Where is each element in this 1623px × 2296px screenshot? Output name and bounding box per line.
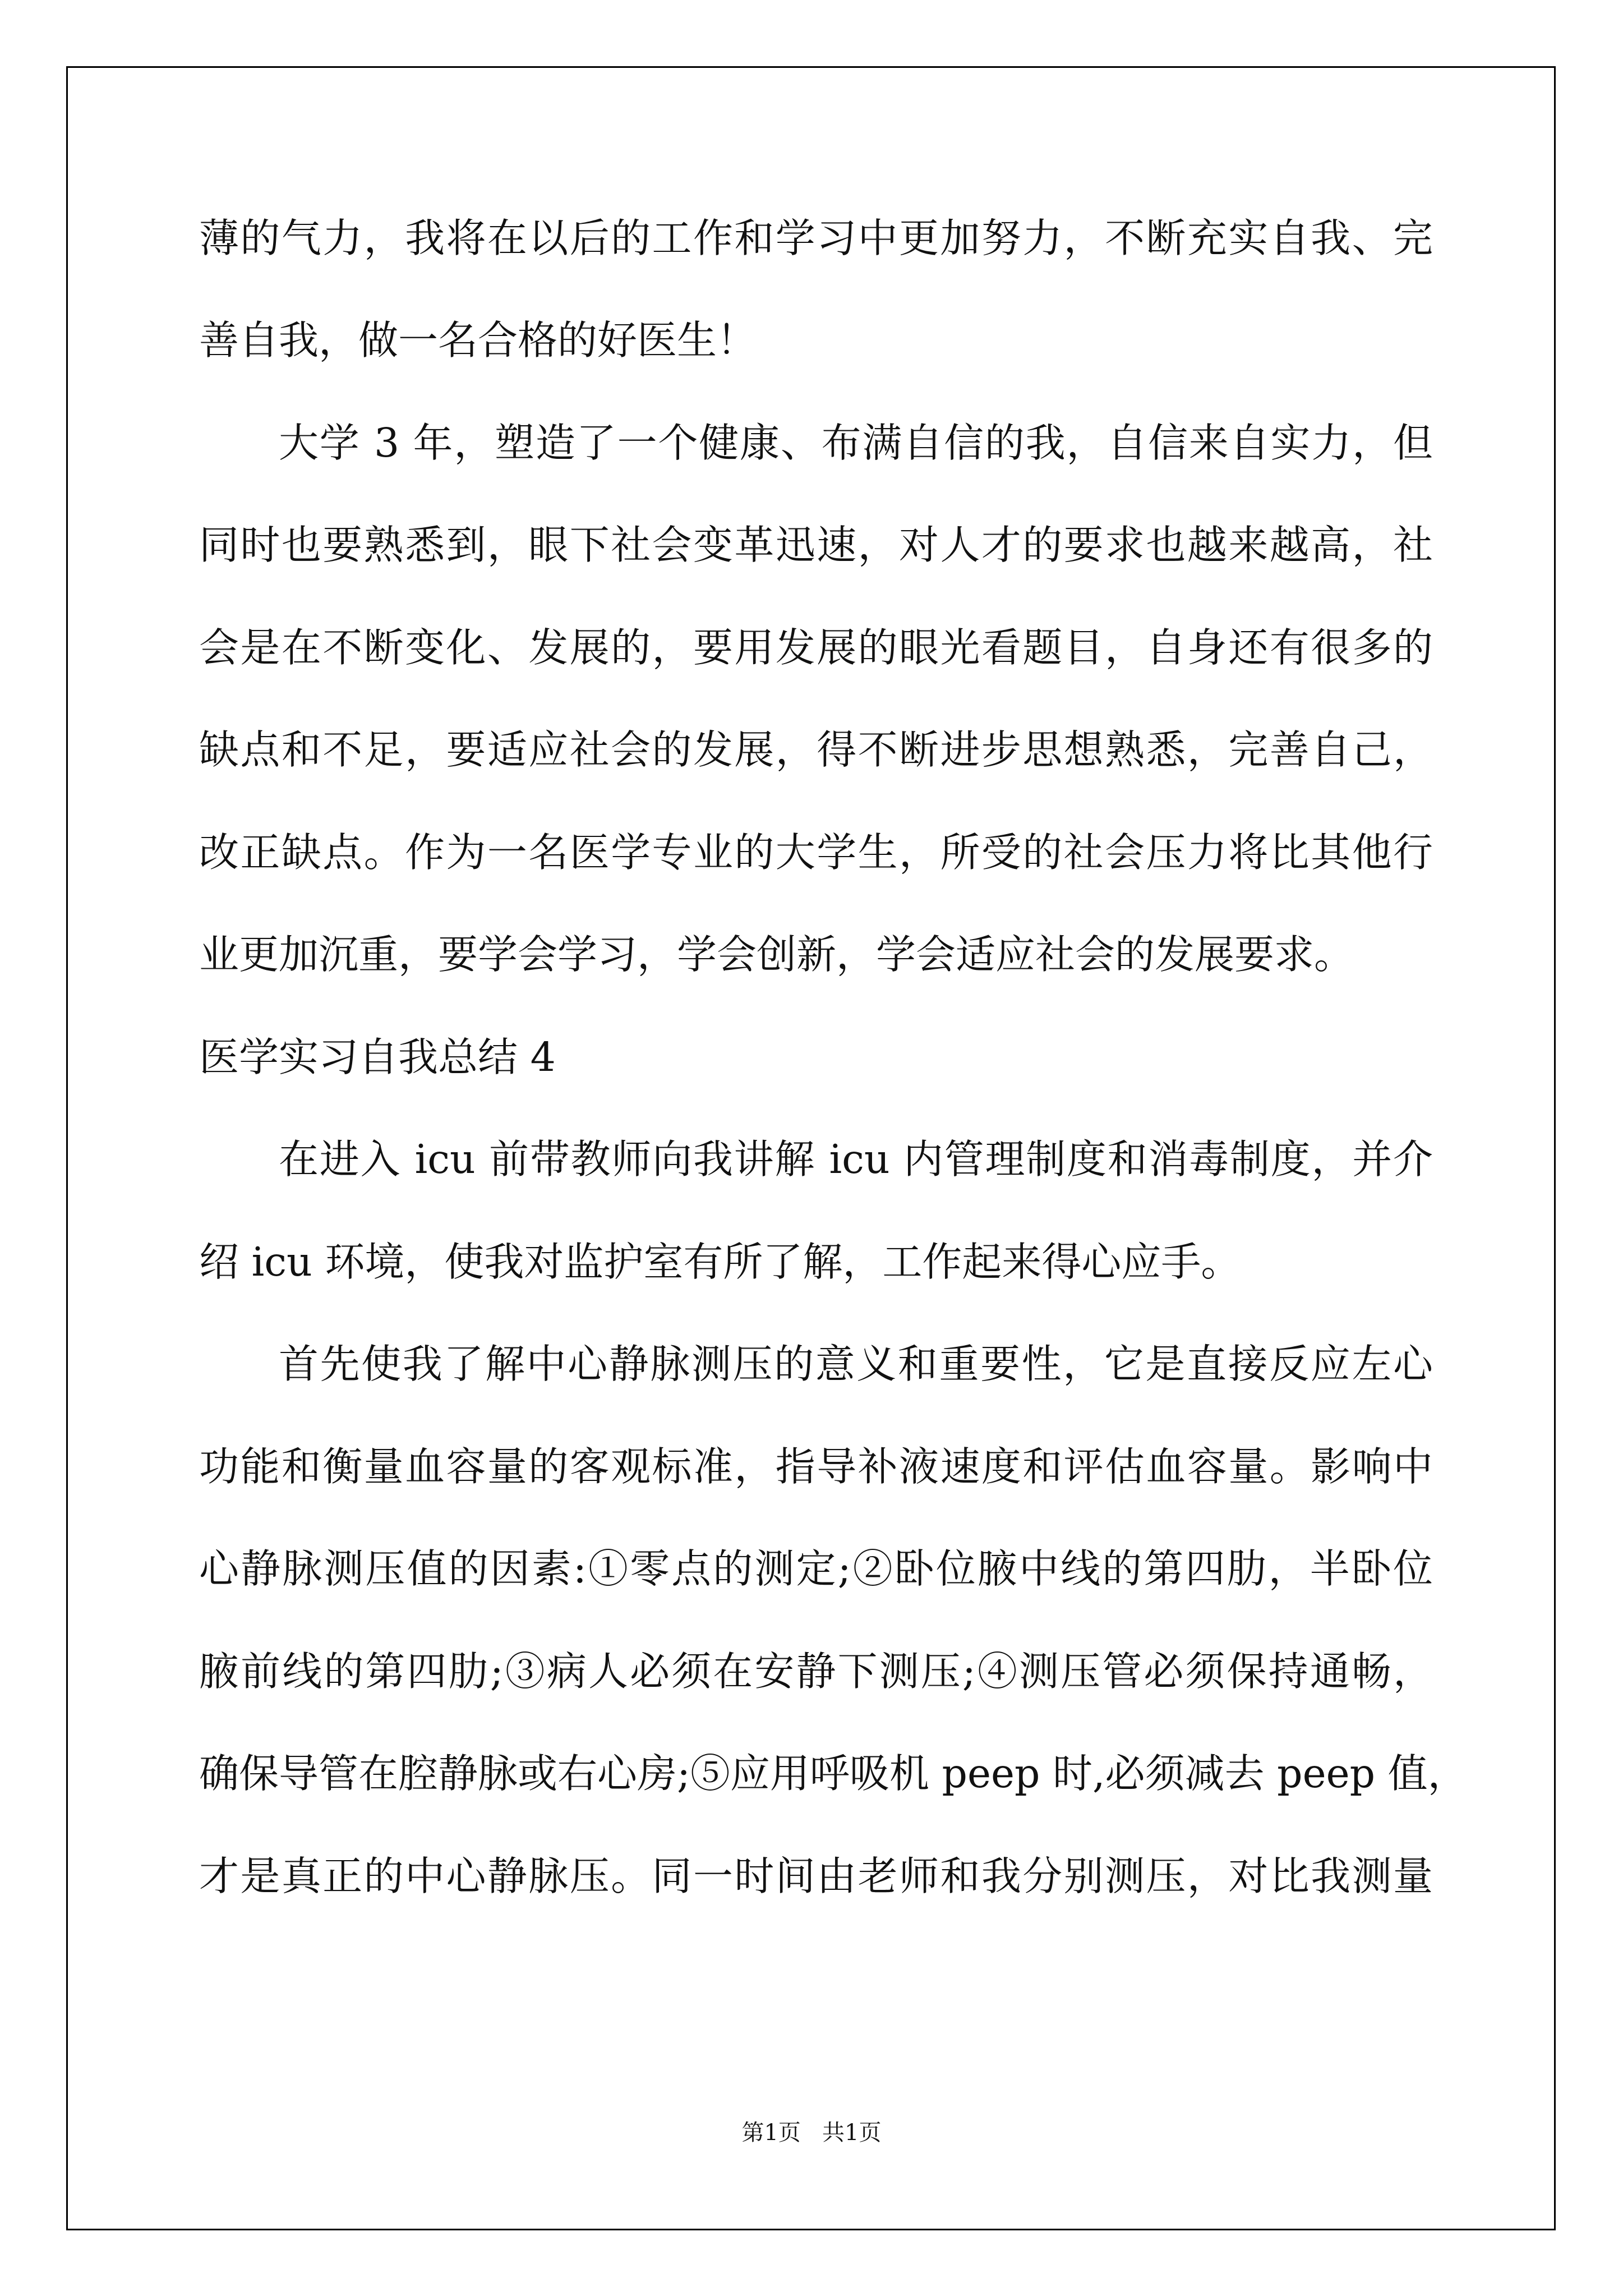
text-line: 首先使我了解中心静脉测压的意义和重要性，它是直接反应左心 — [279, 1341, 1433, 1387]
text-line: 确保导管在腔静脉或右心房;⑤应用呼吸机 peep 时,必须减去 peep 值， — [199, 1750, 1468, 1797]
text-line: 同时也要熟悉到，眼下社会变革迅速，对人才的要求也越来越高，社 — [199, 522, 1433, 568]
text-line: 功能和衡量血容量的客观标准，指导补液速度和评估血容量。影响中 — [199, 1443, 1433, 1490]
page-number: 第1页 共1页 — [741, 2120, 882, 2146]
text-line: 会是在不断变化、发展的，要用发展的眼光看题目，自身还有很多的 — [199, 624, 1433, 671]
text-line: 绍 icu 环境，使我对监护室有所了解，工作起来得心应手。 — [199, 1239, 1241, 1285]
text-line: 业更加沉重，要学会学习，学会创新，学会适应社会的发展要求。 — [199, 931, 1354, 978]
text-line: 在进入 icu 前带教师向我讲解 icu 内管理制度和消毒制度，并介 — [279, 1136, 1433, 1182]
text-line: 善自我，做一名合格的好医生！ — [199, 317, 757, 364]
text-line: 改正缺点。作为一名医学专业的大学生，所受的社会压力将比其他行 — [199, 829, 1433, 876]
text-line: 大学 3 年，塑造了一个健康、布满自信的我，自信来自实力，但 — [279, 420, 1433, 466]
text-line: 腋前线的第四肋;③病人必须在安静下测压;④测压管必须保持通畅， — [199, 1648, 1433, 1695]
text-line: 才是真正的中心静脉压。同一时间由老师和我分别测压，对比我测量 — [199, 1853, 1433, 1899]
section-heading: 医学实习自我总结 4 — [199, 1034, 556, 1080]
text-line: 心静脉测压值的因素:①零点的测定;②卧位腋中线的第四肋，半卧位 — [199, 1545, 1433, 1592]
text-line: 缺点和不足，要适应社会的发展，得不断进步思想熟悉，完善自己， — [199, 726, 1433, 773]
text-line: 薄的气力，我将在以后的工作和学习中更加努力，不断充实自我、完 — [199, 215, 1433, 261]
